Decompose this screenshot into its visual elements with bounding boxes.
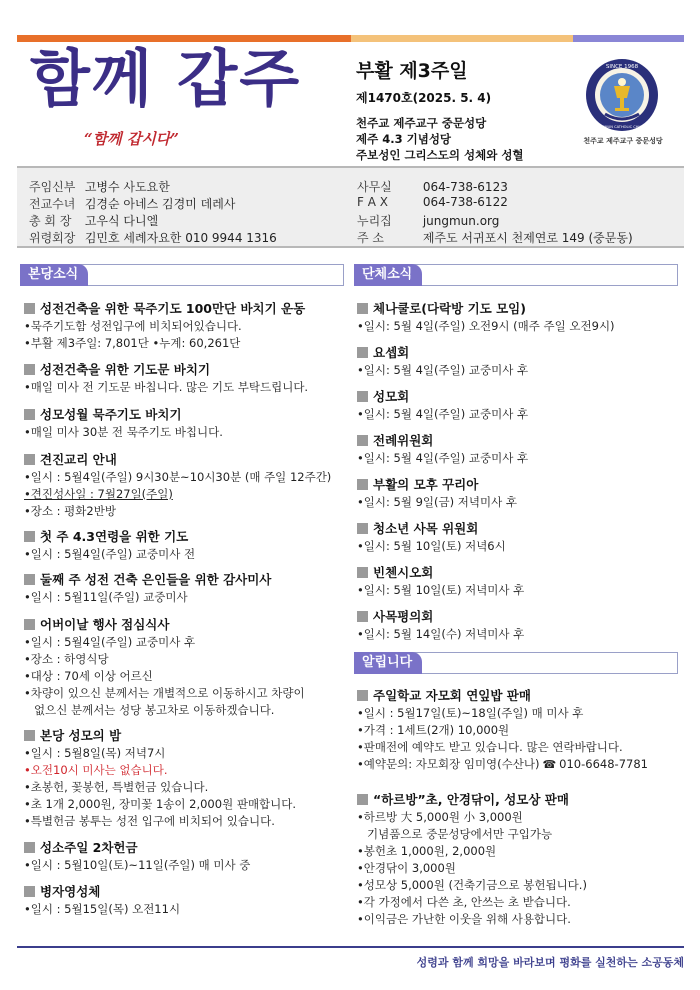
bullet-square-icon <box>357 435 368 446</box>
parish-item: 병자영성체 •일시 : 5월15일(목) 오전11시 <box>24 884 181 916</box>
info-left-2: 총 회 장 고우식 다니엘 <box>29 214 159 228</box>
parish-item: 성전건축을 위한 묵주기도 100만단 바치기 운동 •묵주기도함 성전입구에 비치되어있습니다. •부활 제3주일: 7,801단 •누계: 60,261단 <box>24 301 306 350</box>
info-right-2: 누리집 jungmun.org <box>357 214 500 228</box>
info-right-0: 사무실 064-738-6123 <box>357 180 508 194</box>
issue-number: 제1470호(2025. 5. 4) <box>356 91 492 105</box>
group-item: 빈첸시오회 •일시: 5월 10일(토) 저녁미사 후 <box>357 565 525 597</box>
parish-emblem-icon <box>585 58 659 132</box>
bullet-square-icon <box>357 391 368 402</box>
issue-info <box>356 56 524 163</box>
bullet-square-icon <box>24 364 35 375</box>
bullet-square-icon <box>24 531 35 542</box>
section-notices-label: 알립니다 <box>354 652 422 674</box>
bullet-square-icon <box>357 611 368 622</box>
contact-info-box <box>17 166 684 248</box>
info-left-1: 전교수녀 김경순 아네스 김경미 데레사 <box>29 197 236 211</box>
phone-number[interactable]: 010-6648-7781 <box>559 757 648 771</box>
parish-item: 첫 주 4.3연령을 위한 기도 •일시 : 5월4일(주일) 교중미사 전 <box>24 529 196 561</box>
bullet-square-icon <box>357 794 368 805</box>
issue-line-3: 주보성인 그리스도의 성체와 성혈 <box>356 148 524 162</box>
svg-text:SINCE 1968: SINCE 1968 <box>605 64 639 70</box>
issue-line-2: 제주 4.3 기념성당 <box>356 132 452 146</box>
group-item: 전례위원회 •일시: 5월 4일(주일) 교중미사 후 <box>357 433 529 465</box>
footer-motto: 성령과 함께 희망을 바라보며 평화를 실천하는 소공동체 <box>416 956 684 969</box>
issue-line-1: 천주교 제주교구 중문성당 <box>356 116 487 130</box>
notice-item: 주일학교 자모회 연잎밥 판매 •일시 : 5월17일(토)~18일(주일) 매 미사 후 •가격 : 1세트(2개) 10,000원 •판매전에 예약도 받고 있습니다. 많은 연락바랍니다. •예약문의: 자모회장 임미영(수산나) ☎ 010-6648-7781 <box>357 688 648 771</box>
masthead-title: 함께 갑주 <box>30 42 302 115</box>
bullet-square-icon <box>357 690 368 701</box>
bullet-square-icon <box>357 567 368 578</box>
bullet-square-icon <box>357 479 368 490</box>
bullet-square-icon <box>24 886 35 897</box>
info-left-3: 위령회장 김민호 세례자요한 010 9944 1316 <box>29 231 277 245</box>
section-group-news-label: 단체소식 <box>354 264 422 286</box>
svg-text:JUNGMUN CATHOLIC CHURCH: JUNGMUN CATHOLIC CHURCH <box>595 125 649 129</box>
section-parish-news <box>20 264 344 286</box>
bullet-square-icon <box>24 730 35 741</box>
group-item: 부활의 모후 꾸리아 •일시: 5월 9일(금) 저녁미사 후 <box>357 477 517 509</box>
notice-item: “하르방”초, 안경닦이, 성모상 판매 •하르방 大 5,000원 小 3,000원 기념품으로 중문성당에서만 구입가능 •봉헌초 1,000원, 2,000원 •안경닦이 3,000원 •성모상 5,000원 (건축기금으로 봉헌됩니다.) •각 가정에서 다쓴 초, 안쓰는 초 받습니다. •이익금은 가난한 이웃을 위해 사용합니다. <box>357 792 587 926</box>
bullet-square-icon <box>24 303 35 314</box>
parish-item: 어버이날 행사 점심식사 •일시 : 5월4일(주일) 교중미사 후 •장소 : 하영식당 •대상 : 70세 이상 어르신 •차량이 있으신 분께서는 개별적으로 이동하시고 차량이 없으신 분께서는 성당 봉고차로 이동하겠습니다. <box>24 617 305 717</box>
group-item: 체나쿨로(다락방 기도 모임) •일시: 5월 4일(주일) 오전9시 (매주 주일 오전9시) <box>357 301 615 333</box>
emblem-caption: 천주교 제주교구 중문성당 <box>583 137 663 145</box>
issue-title: 부활 제3주일 <box>356 60 468 82</box>
bullet-square-icon <box>24 409 35 420</box>
bullet-square-icon <box>357 303 368 314</box>
parish-item: 성전건축을 위한 기도문 바치기 •매일 미사 전 기도문 바칩니다. 많은 기도 부탁드립니다. <box>24 362 309 394</box>
section-parish-news-label: 본당소식 <box>20 264 88 286</box>
bullet-square-icon <box>24 842 35 853</box>
masthead-slogan: “함께 갑시다” <box>84 130 179 148</box>
info-right-3: 주 소 제주도 서귀포시 천제연로 149 (중문동) <box>357 231 633 245</box>
group-item: 사목평의회 •일시: 5월 14일(수) 저녁미사 후 <box>357 609 525 641</box>
website-link[interactable]: jungmun.org <box>422 214 500 228</box>
parish-item: 성소주일 2차헌금 •일시 : 5월10일(토)~11일(주일) 매 미사 중 <box>24 840 251 872</box>
parish-item: 본당 성모의 밤 •일시 : 5월8일(목) 저녁7시 •오전10시 미사는 없습니다. •초봉헌, 꽃봉헌, 특별헌금 있습니다. •초 1개 2,000원, 장미꽃 1송이 2,000원 판매합니다. •특별헌금 봉투는 성전 입구에 비치되어 있습니다. <box>24 728 297 828</box>
info-right-1: F A X 064-738-6122 <box>357 195 508 209</box>
parish-item: 둘째 주 성전 건축 은인들을 위한 감사미사 •일시 : 5월11일(주일) 교중미사 <box>24 572 272 604</box>
bullet-square-icon <box>357 523 368 534</box>
section-notices <box>354 652 678 674</box>
bullet-square-icon <box>24 574 35 585</box>
group-item: 요셉회 •일시: 5월 4일(주일) 교중미사 후 <box>357 345 529 377</box>
group-item: 성모회 •일시: 5월 4일(주일) 교중미사 후 <box>357 389 529 421</box>
section-group-news <box>354 264 678 286</box>
parish-item: 견진교리 안내 •일시 : 5월4일(주일) 9시30분~10시30분 (매 주일 12주간) •견진성사일 : 7월27일(주일) •장소 : 평화2반방 <box>24 452 332 518</box>
bullet-square-icon <box>357 347 368 358</box>
top-color-bar <box>17 35 684 42</box>
bullet-square-icon <box>24 454 35 465</box>
parish-item: 성모성월 묵주기도 바치기 •매일 미사 30분 전 묵주기도 바칩니다. <box>24 407 223 439</box>
bullet-square-icon <box>24 619 35 630</box>
footer <box>17 946 684 969</box>
phone-icon: ☎ <box>542 758 557 771</box>
info-left-0: 주임신부 고병수 사도요한 <box>29 180 170 194</box>
group-item: 청소년 사목 위원회 •일시: 5월 10일(토) 저녁6시 <box>357 521 506 553</box>
